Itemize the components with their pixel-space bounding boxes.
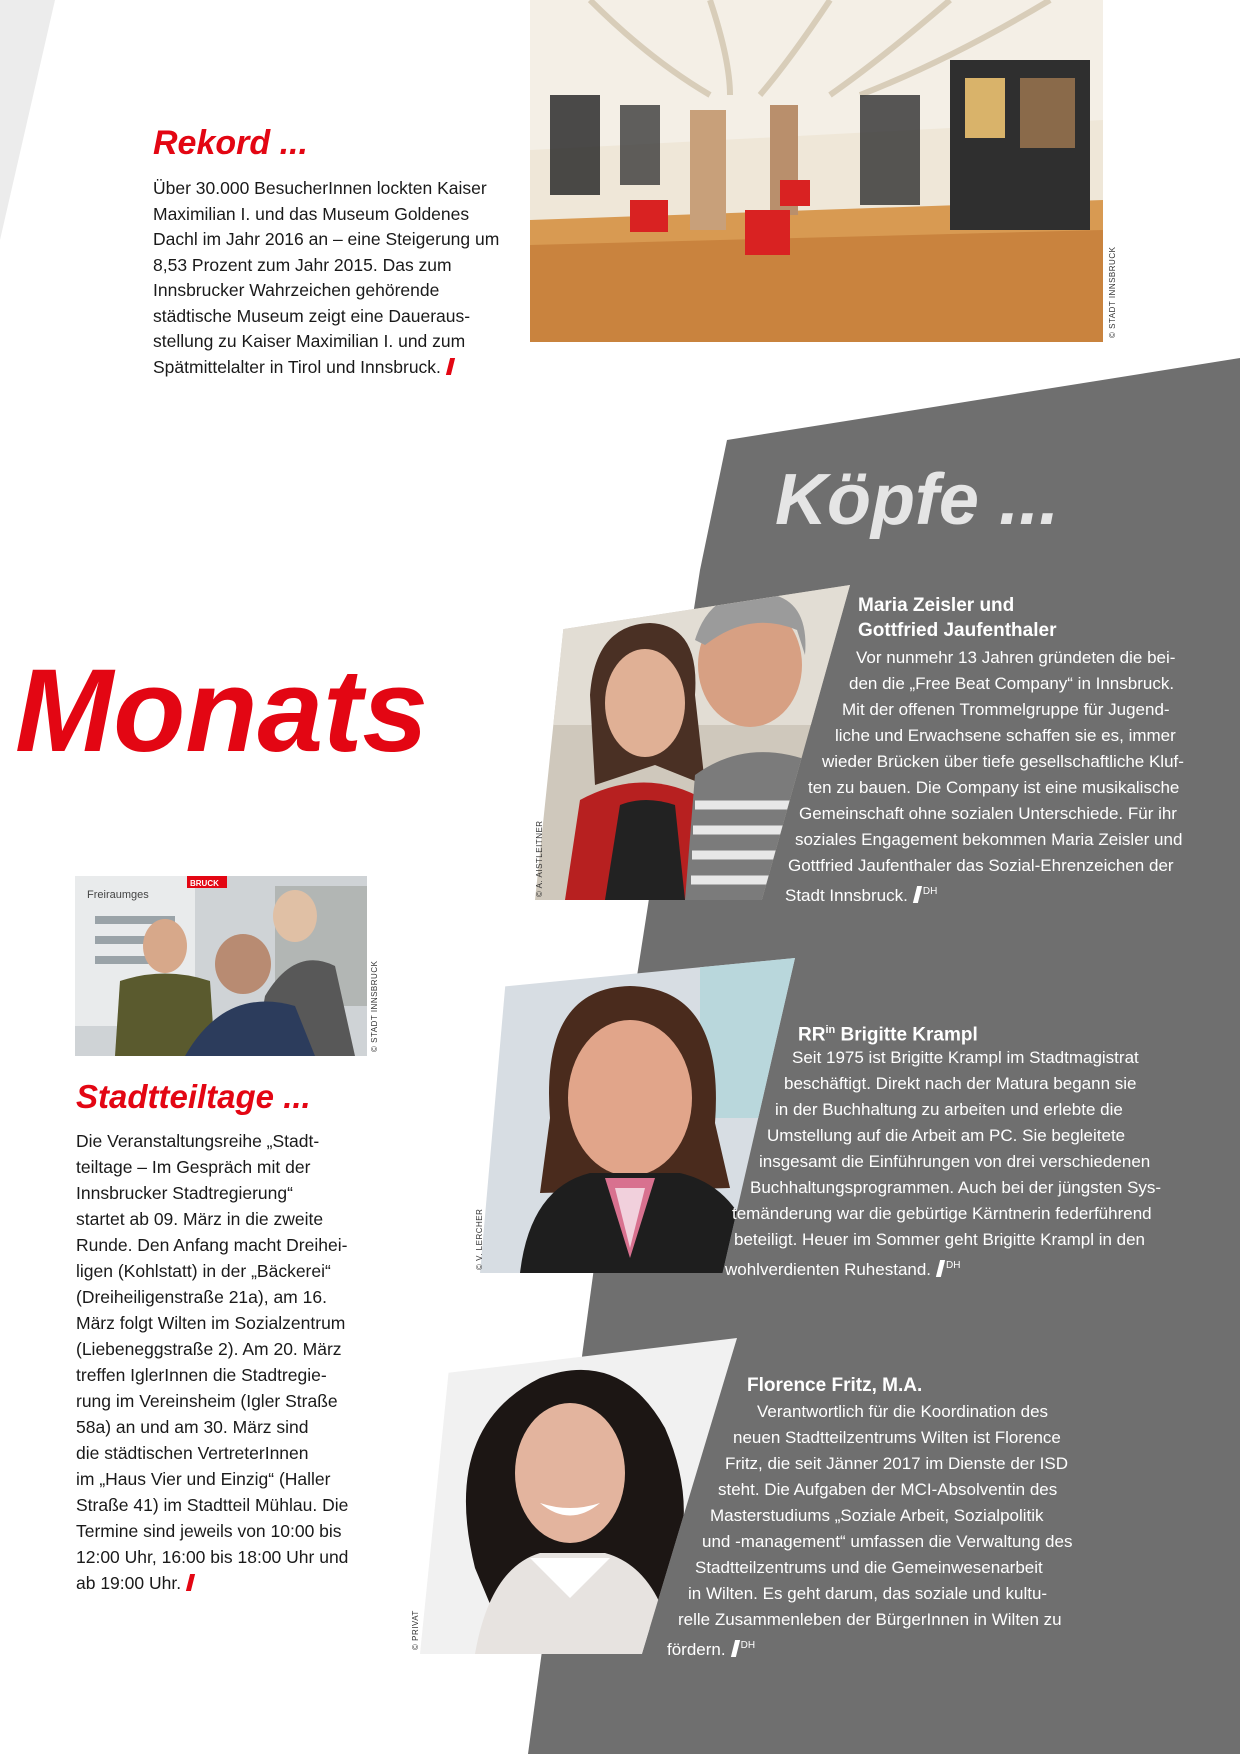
text-line: in der Buchhaltung zu arbeiten und erlebte die bbox=[775, 1100, 1123, 1119]
text-line: im „Haus Vier und Einzig“ (Haller bbox=[76, 1469, 331, 1489]
stadtteiltage-text bbox=[76, 1128, 386, 1596]
text-line: relle Zusammenleben der BürgerInnen in Wilten zu bbox=[678, 1610, 1062, 1629]
rekord-text bbox=[153, 176, 513, 380]
text-line: 58a) an und am 30. März sind bbox=[76, 1417, 309, 1437]
photo-sign-text: Freiraumges bbox=[87, 889, 149, 901]
text-line: temänderung war die gebürtige Kärntnerin federführend bbox=[732, 1204, 1152, 1223]
stadtteiltage-photo-credit: © STADT INNSBRUCK bbox=[370, 960, 379, 1052]
text-line: Umstellung auf die Arbeit am PC. Sie begleitete bbox=[767, 1126, 1126, 1145]
profile-name-prefix: RR bbox=[798, 1024, 826, 1046]
text-line-content: ab 19:00 Uhr. bbox=[76, 1573, 182, 1593]
end-mark-icon bbox=[913, 886, 922, 903]
text-line: Gottfried Jaufenthaler das Sozial-Ehrenzeichen der bbox=[788, 856, 1174, 875]
text-line-content: Spätmittelalter in Tirol und Innsbruck. bbox=[153, 356, 441, 377]
text-line: wieder Brücken über tiefe gesellschaftliche Kluf- bbox=[822, 752, 1184, 771]
text-line: März folgt Wilten im Sozialzentrum bbox=[76, 1313, 346, 1333]
text-line: Fritz, die seit Jänner 2017 im Dienste der ISD bbox=[725, 1454, 1068, 1473]
text-line: startet ab 09. März in die zweite bbox=[76, 1209, 324, 1229]
text-line: soziales Engagement bekommen Maria Zeisler und bbox=[795, 830, 1183, 849]
text-line: Buchhaltungsprogrammen. Auch bei der jüngsten Sys- bbox=[750, 1178, 1162, 1197]
profile-name-line: Gottfried Jaufenthaler bbox=[858, 620, 1057, 641]
text-line-content: wohlverdienten Ruhestand. bbox=[725, 1260, 932, 1279]
text-line-content: fördern. bbox=[667, 1640, 726, 1659]
text-line-content: Stadt Innsbruck. bbox=[785, 886, 908, 905]
profile-name-krampl bbox=[798, 1018, 978, 1047]
rekord-heading: Rekord ... bbox=[153, 124, 308, 162]
author-initials: DH bbox=[946, 1260, 961, 1271]
profile-photo-credit-3: © PRIVAT bbox=[411, 1610, 420, 1650]
end-mark-icon bbox=[936, 1260, 945, 1277]
text-line: und -management“ umfassen die Verwaltung des bbox=[702, 1532, 1073, 1551]
text-line: treffen IglerInnen die Stadtregie- bbox=[76, 1365, 327, 1385]
text-line: insgesamt die Einführungen von drei verschiedenen bbox=[759, 1152, 1151, 1171]
text-line: rung im Vereinsheim (Igler Straße bbox=[76, 1391, 338, 1411]
text-line: Straße 41) im Stadtteil Mühlau. Die bbox=[76, 1495, 349, 1515]
end-mark-icon bbox=[446, 358, 455, 375]
profile-name-text: Brigitte Krampl bbox=[840, 1024, 978, 1046]
profile-name-line: Maria Zeisler und bbox=[858, 595, 1015, 616]
text-line: Dachl im Jahr 2016 an – eine Steigerung um bbox=[153, 229, 500, 249]
stadtteiltage-photo bbox=[75, 876, 367, 1056]
text-line: in Wilten. Es geht darum, das soziale und kultu- bbox=[688, 1584, 1048, 1603]
text-line: Gemeinschaft ohne sozialen Unterschiede. Für ihr bbox=[799, 804, 1177, 823]
text-line: Maximilian I. und das Museum Goldenes bbox=[153, 203, 470, 224]
monats-title: Monats bbox=[15, 645, 428, 777]
text-line: Termine sind jeweils von 10:00 bis bbox=[76, 1521, 342, 1541]
text-line: (Dreiheiligenstraße 21a), am 16. bbox=[76, 1287, 327, 1307]
text-line: städtische Museum zeigt eine Daueraus- bbox=[153, 305, 471, 326]
author-initials: DH bbox=[740, 1640, 756, 1651]
text-line: neuen Stadtteilzentrums Wilten ist Florence bbox=[733, 1428, 1061, 1447]
text-line bbox=[725, 1253, 1180, 1283]
text-line: liche und Erwachsene schaffen sie es, immer bbox=[835, 726, 1176, 745]
author-initials: DH bbox=[922, 886, 938, 897]
profile-text-fritz bbox=[580, 1399, 1140, 1663]
museum-photo bbox=[530, 0, 1103, 342]
text-line: Die Veranstaltungsreihe „Stadt- bbox=[76, 1131, 320, 1151]
text-line: Mit der offenen Trommelgruppe für Jugend- bbox=[842, 700, 1170, 719]
text-line bbox=[153, 355, 513, 381]
end-mark-icon bbox=[186, 1574, 195, 1591]
text-line: Seit 1975 ist Brigitte Krampl im Stadtmagistrat bbox=[792, 1048, 1139, 1067]
profile-name-zeisler-jaufenthaler bbox=[858, 593, 1056, 643]
text-line: Runde. Den Anfang macht Dreihei- bbox=[76, 1235, 348, 1255]
profile-text-zeisler-jaufenthaler bbox=[700, 645, 1200, 909]
photo-logo-text: BRUCK bbox=[190, 879, 219, 888]
text-line: stellung zu Kaiser Maximilian I. und zum bbox=[153, 331, 466, 351]
text-line: Über 30.000 BesucherInnen lockten Kaiser bbox=[153, 178, 487, 198]
text-line: den die „Free Beat Company“ in Innsbruck. bbox=[849, 674, 1175, 693]
text-line: ligen (Kohlstatt) in der „Bäckerei“ bbox=[76, 1261, 331, 1281]
stadtteiltage-heading: Stadtteiltage ... bbox=[76, 1078, 311, 1115]
end-mark-icon bbox=[730, 1640, 739, 1657]
text-line: teiltage – Im Gespräch mit der bbox=[76, 1157, 311, 1177]
museum-photo-credit: © STADT INNSBRUCK bbox=[1108, 246, 1117, 338]
text-line: steht. Die Aufgaben der MCI-Absolventin des bbox=[718, 1480, 1058, 1499]
text-line bbox=[76, 1570, 386, 1596]
profile-text-krampl bbox=[640, 1045, 1180, 1283]
text-line: Innsbrucker Stadtregierung“ bbox=[76, 1183, 293, 1203]
text-line: ten zu bauen. Die Company ist eine musikalische bbox=[808, 778, 1180, 797]
text-line: 8,53 Prozent zum Jahr 2015. Das zum bbox=[153, 254, 452, 275]
profile-photo-credit-2: © V. LERCHER bbox=[475, 1208, 484, 1270]
text-line: (Liebeneggstraße 2). Am 20. März bbox=[76, 1339, 342, 1359]
text-line bbox=[785, 879, 1200, 909]
text-line: beschäftigt. Direkt nach der Matura begann sie bbox=[784, 1074, 1137, 1093]
text-line: Verantwortlich für die Koordination des bbox=[757, 1402, 1049, 1421]
text-line: 12:00 Uhr, 16:00 bis 18:00 Uhr und bbox=[76, 1547, 349, 1567]
profile-name-sup: in bbox=[825, 1024, 836, 1036]
text-line: Innsbrucker Wahrzeichen gehörende bbox=[153, 280, 440, 300]
koepfe-title: Köpfe ... bbox=[775, 460, 1059, 540]
text-line: Stadtteilzentrums und die Gemeinwesenarbeit bbox=[695, 1558, 1043, 1577]
text-line bbox=[667, 1633, 1140, 1663]
profile-name-fritz: Florence Fritz, M.A. bbox=[747, 1375, 923, 1396]
text-line: Vor nunmehr 13 Jahren gründeten die bei- bbox=[856, 648, 1176, 667]
top-left-gray-wedge bbox=[0, 0, 55, 240]
text-line: Masterstudiums „Soziale Arbeit, Sozialpolitik bbox=[710, 1506, 1044, 1525]
text-line: die städtischen VertreterInnen bbox=[76, 1443, 309, 1463]
profile-photo-credit-1: © A. AISTLEITNER bbox=[535, 820, 544, 897]
text-line: beteiligt. Heuer im Sommer geht Brigitte Krampl in den bbox=[734, 1230, 1146, 1249]
